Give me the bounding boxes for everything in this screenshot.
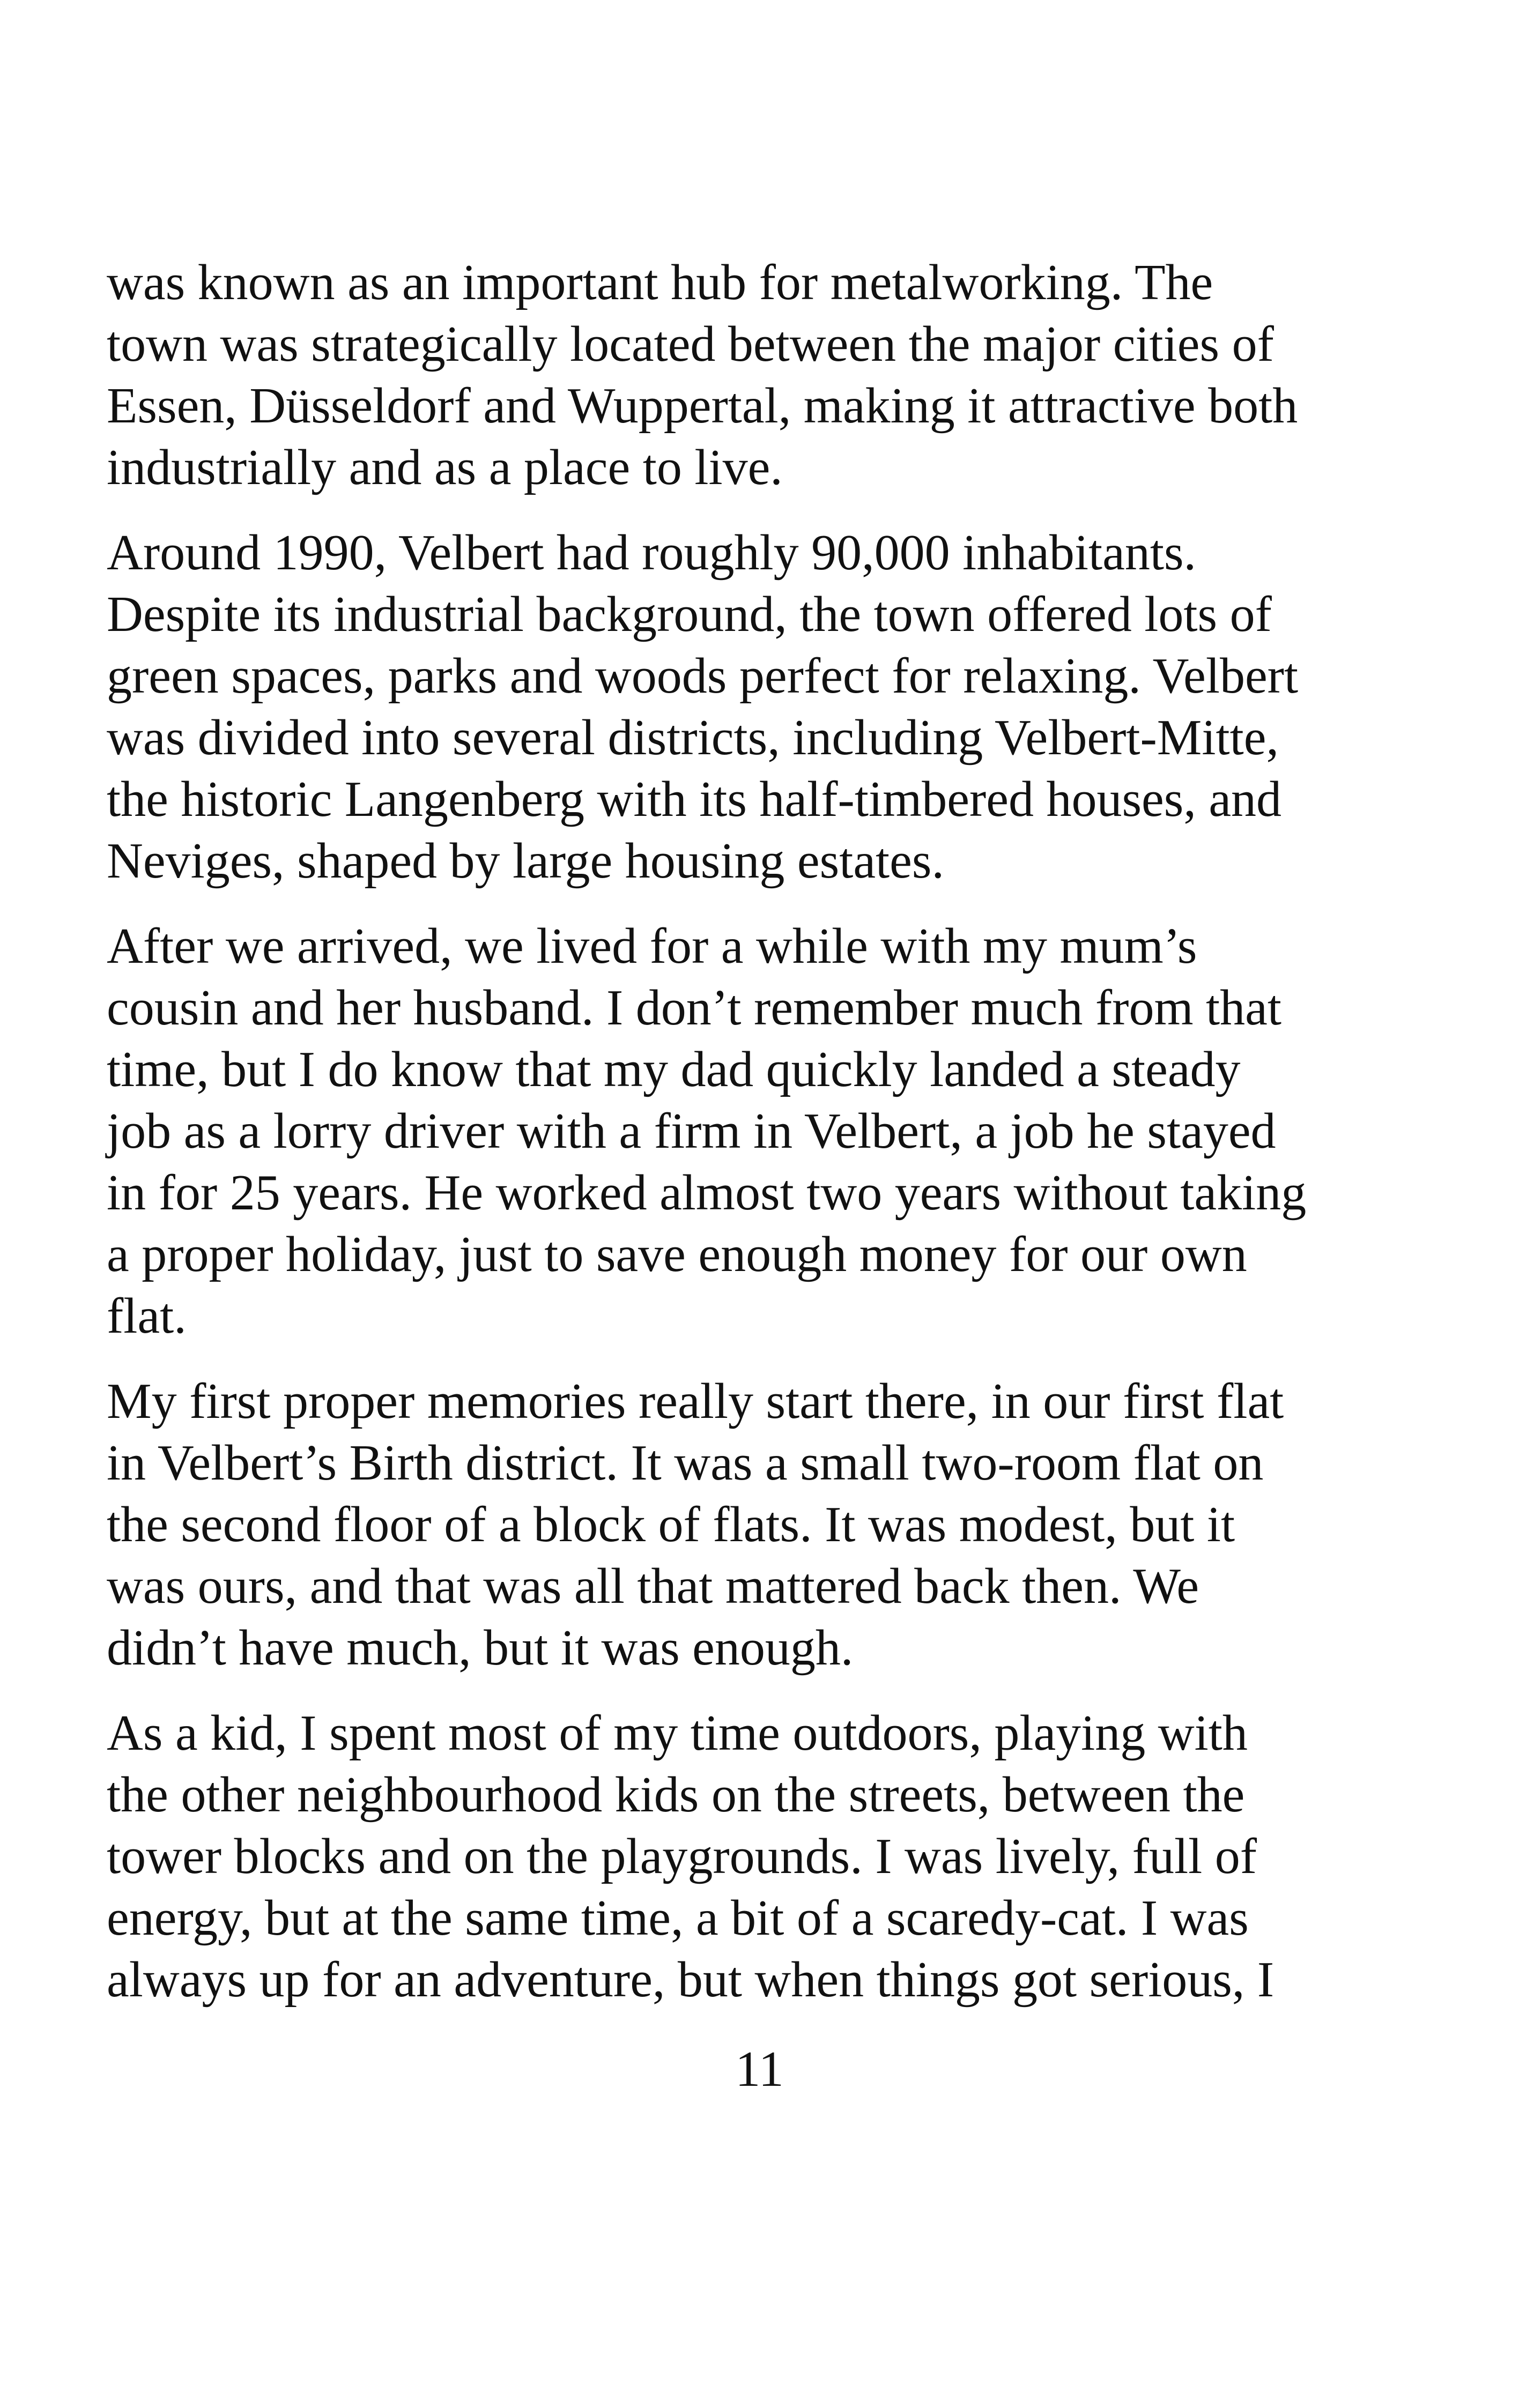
text-line: Neviges, shaped by large housing estates. [107, 833, 944, 889]
page-number: 11 [735, 2041, 784, 2097]
paragraph [107, 522, 1426, 892]
text-line: didn’t have much, but it was enough. [107, 1620, 854, 1676]
text-line: time, but I do know that my dad quickly landed a steady [107, 1042, 1241, 1097]
paragraph [107, 252, 1426, 499]
text-line: tower blocks and on the playgrounds. I was lively, full of [107, 1829, 1257, 1884]
text-line: My first proper memories really start there, in our first flat [107, 1373, 1284, 1429]
body-text [107, 252, 1426, 2034]
text-line: the other neighbourhood kids on the streets, between the [107, 1767, 1245, 1823]
paragraph [107, 1371, 1426, 1679]
text-line: was divided into several districts, including Velbert-Mitte, [107, 710, 1279, 765]
text-line: in for 25 years. He worked almost two years without taking [107, 1165, 1307, 1221]
text-line: flat. [107, 1288, 187, 1344]
text-line: a proper holiday, just to save enough money for our own [107, 1227, 1247, 1282]
text-line: As a kid, I spent most of my time outdoors, playing with [107, 1705, 1248, 1761]
text-line: Despite its industrial background, the town offered lots of [107, 586, 1272, 642]
text-line: town was strategically located between the major cities of [107, 316, 1274, 372]
text-line: After we arrived, we lived for a while with my mum’s [107, 918, 1197, 974]
text-line: was ours, and that was all that mattered back then. We [107, 1558, 1199, 1614]
paragraph [107, 1703, 1426, 2011]
text-line: was known as an important hub for metalworking. The [107, 255, 1213, 310]
text-line: cousin and her husband. I don’t remember much from that [107, 980, 1282, 1036]
text-line: industrially and as a place to live. [107, 440, 783, 495]
text-line: Around 1990, Velbert had roughly 90,000 inhabitants. [107, 525, 1197, 581]
text-line: job as a lorry driver with a firm in Velbert, a job he stayed [107, 1103, 1276, 1159]
text-line: in Velbert’s Birth district. It was a small two-room flat on [107, 1435, 1264, 1491]
paragraph [107, 916, 1426, 1347]
text-line: green spaces, parks and woods perfect for relaxing. Velbert [107, 648, 1299, 704]
text-line: the historic Langenberg with its half-timbered houses, and [107, 771, 1282, 827]
text-line: the second floor of a block of flats. It was modest, but it [107, 1497, 1235, 1552]
text-line: Essen, Düsseldorf and Wuppertal, making it attractive both [107, 378, 1298, 434]
text-line: always up for an adventure, but when things got serious, I [107, 1952, 1275, 2008]
text-line: energy, but at the same time, a bit of a scaredy-cat. I was [107, 1890, 1249, 1946]
